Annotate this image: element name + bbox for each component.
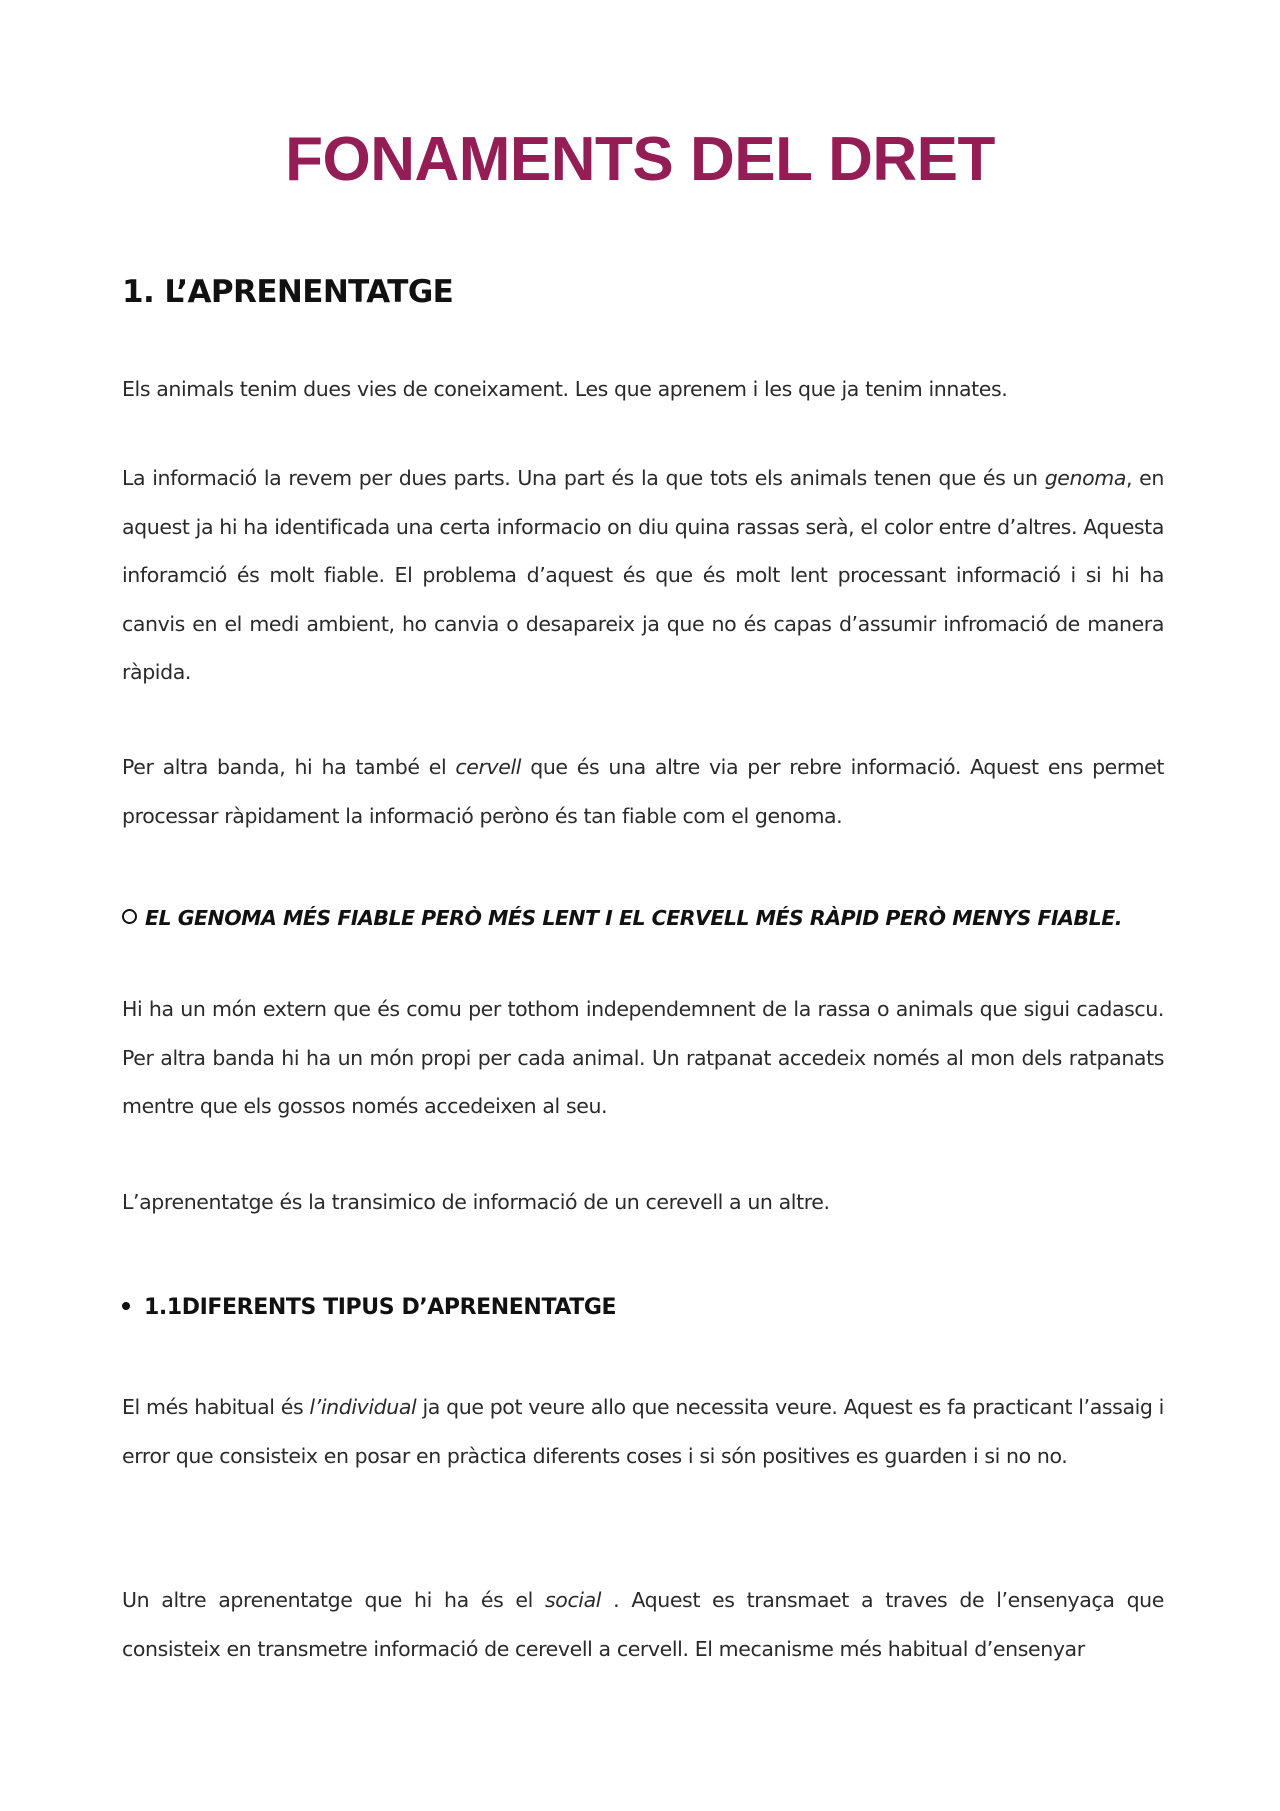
paragraph-text: Per altra banda, hi ha també el	[122, 755, 456, 779]
paragraph-text: El més habitual és	[122, 1395, 310, 1419]
paragraph-cervell	[122, 743, 1164, 840]
paragraph-social	[122, 1576, 1164, 1673]
term-social: social	[545, 1588, 602, 1612]
paragraph-text: Un altre aprenentatge que hi ha és el	[122, 1588, 546, 1612]
paragraph-text: , en aquest ja hi ha identificada una certa informacio on diu quina rassas serà, el color entre d’altres. Aquesta inforamció és molt fiable. El problema d’aquest és que és molt lent processant informació i si hi ha canvis en el medi ambient, ho canvia o desapareix ja que no és capas d’assumir infromació de manera ràpida.	[122, 466, 1164, 684]
bullet-icon	[122, 1302, 130, 1310]
paragraph-definition: L’aprenentatge és la transimico de informació de un cerevell a un altre.	[122, 1190, 830, 1214]
document-title: FONAMENTS DEL DRET	[285, 125, 995, 194]
subsection-heading-text: 1.1DIFERENTS TIPUS D’APRENENTATGE	[144, 1295, 617, 1320]
paragraph-text: La informació la revem per dues parts. Una part és la que tots els animals tenen que és un	[122, 466, 1045, 490]
paragraph-genoma	[122, 454, 1164, 697]
paragraph-text: . Aquest es transmaet a traves de l’ensenyaça que consisteix en transmetre informació de cerevell a cervell. El mecanisme més habitual d’ensenyar	[122, 1588, 1164, 1661]
paragraph-individual	[122, 1383, 1164, 1480]
paragraph-text: ja que pot veure allo que necessita veure. Aquest es fa practicant l’assaig i error que consisteix en posar en pràctica diferents coses i si són positives es guarden i si no no.	[122, 1395, 1164, 1468]
term-genoma: genoma	[1044, 466, 1126, 490]
subsection-heading	[122, 1288, 616, 1328]
paragraph-intro: Els animals tenim dues vies de coneixament. Les que aprenem i les que ja tenim innates.	[122, 377, 1008, 401]
paragraph-text: que és una altre via per rebre informació. Aquest ens permet processar ràpidament la informació peròno és tan fiable com el genoma.	[122, 755, 1164, 828]
term-individual: l’individual	[309, 1395, 417, 1419]
paragraph-mon-extern: Hi ha un món extern que és comu per tothom independemnent de la rassa o animals que sigui cadascu. Per altra banda hi ha un món propi per cada animal. Un ratpanat accedeix només al mon dels ratpanats mentre que els gossos només accedeixen al seu.	[122, 997, 1164, 1118]
circle-bullet-icon	[122, 909, 137, 924]
section-heading: 1. L’APRENENTATGE	[122, 274, 454, 310]
emphasis-statement	[122, 898, 1222, 938]
emphasis-text: EL GENOMA MÉS FIABLE PERÒ MÉS LENT I EL CERVELL MÉS RÀPID PERÒ MENYS FIABLE.	[145, 906, 1123, 930]
term-cervell: cervell	[455, 755, 522, 779]
